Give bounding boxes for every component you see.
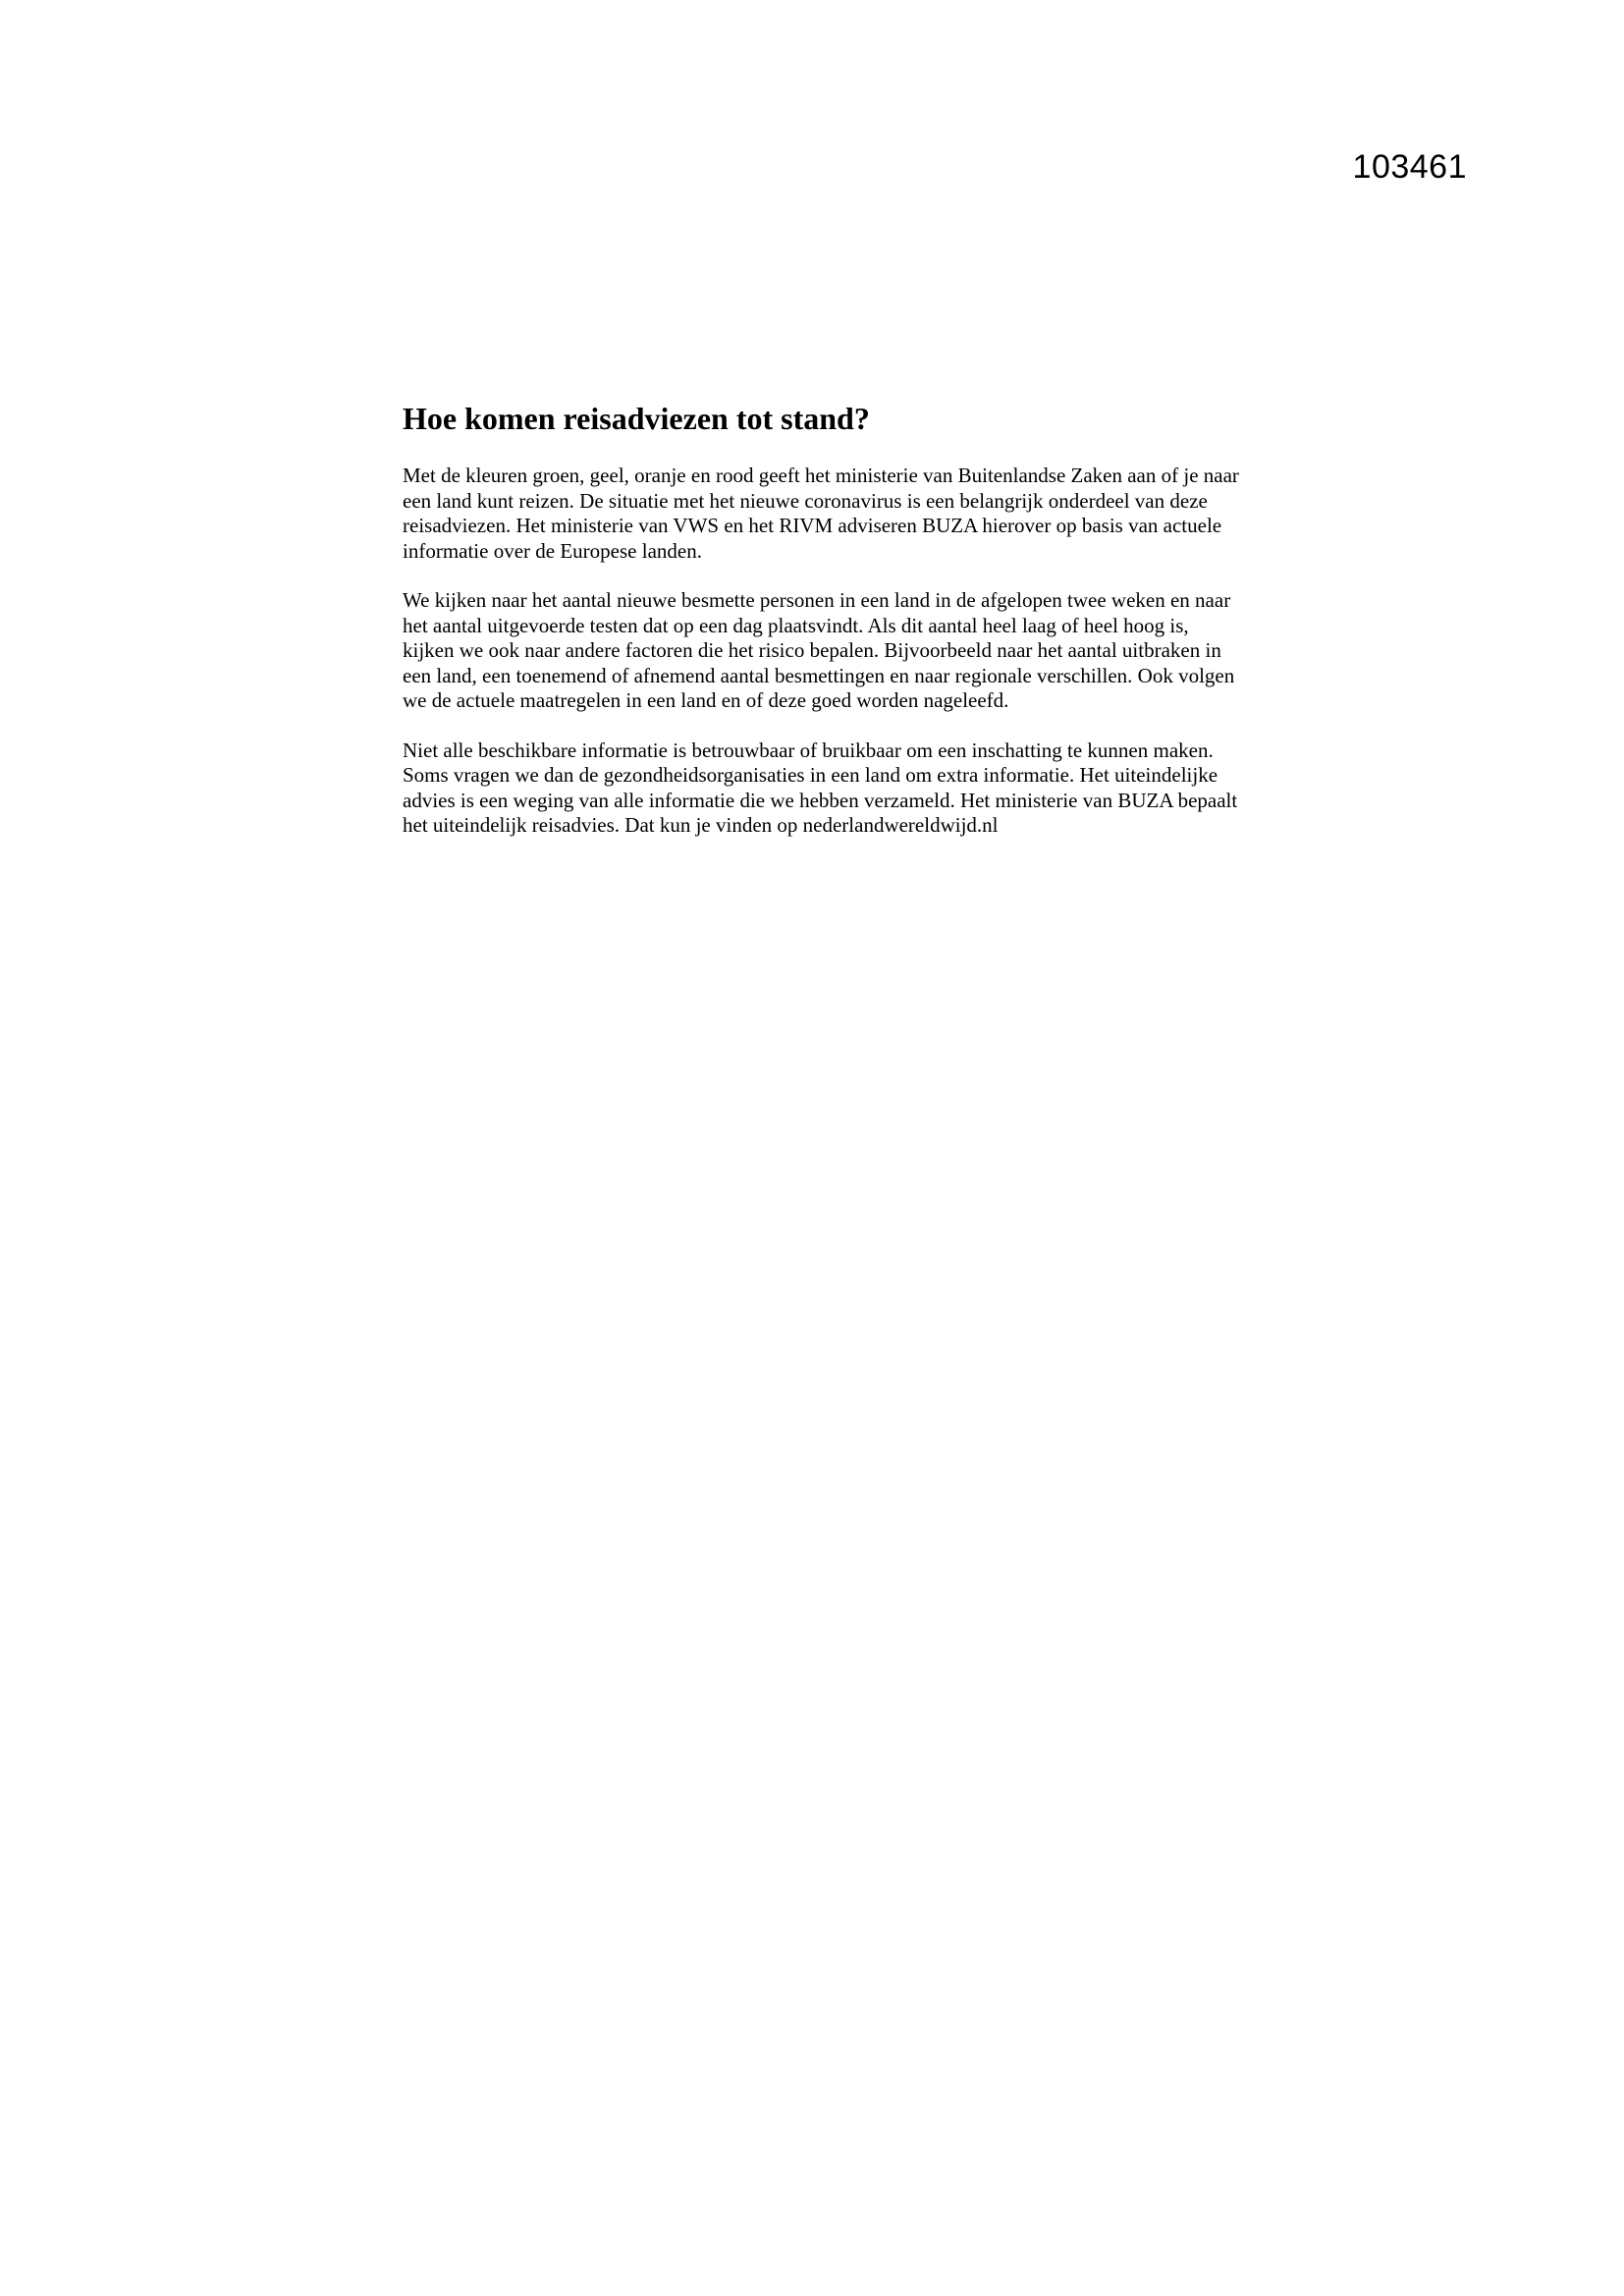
document-number: 103461 (1352, 148, 1467, 186)
paragraph-1: Met de kleuren groen, geel, oranje en rood geeft het ministerie van Buitenlandse Zaken aan of je naar een land kunt reizen. De situatie met het nieuwe coronavirus is een belangrijk onderdeel van deze reisadviezen. Het ministerie van VWS en het RIVM adviseren BUZA hierover op basis van actuele informatie over de Europese landen. (403, 464, 1239, 563)
document-body (403, 399, 1243, 863)
paragraph-3: Niet alle beschikbare informatie is betrouwbaar of bruikbaar om een inschatting te kunnen maken. Soms vragen we dan de gezondheidsorganisaties in een land om extra informatie. Het uiteindelijke advies is een weging van alle informatie die we hebben verzameld. Het ministerie van BUZA bepaalt het uiteindelijk reisadvies. Dat kun je vinden op nederlandwereldwijd.nl (403, 738, 1238, 837)
paragraph-2: We kijken naar het aantal nieuwe besmette personen in een land in de afgelopen twee weken en naar het aantal uitgevoerde testen dat op een dag plaatsvindt. Als dit aantal heel laag of heel hoog is, kijken we ook naar andere factoren die het risico bepalen. Bijvoorbeeld naar het aantal uitbraken in een land, een toenemend of afnemend aantal besmettingen en naar regionale verschillen. Ook volgen we de actuele maatregelen in een land en of deze goed worden nageleefd. (403, 588, 1235, 712)
page-title: Hoe komen reisadviezen tot stand? (403, 401, 870, 436)
